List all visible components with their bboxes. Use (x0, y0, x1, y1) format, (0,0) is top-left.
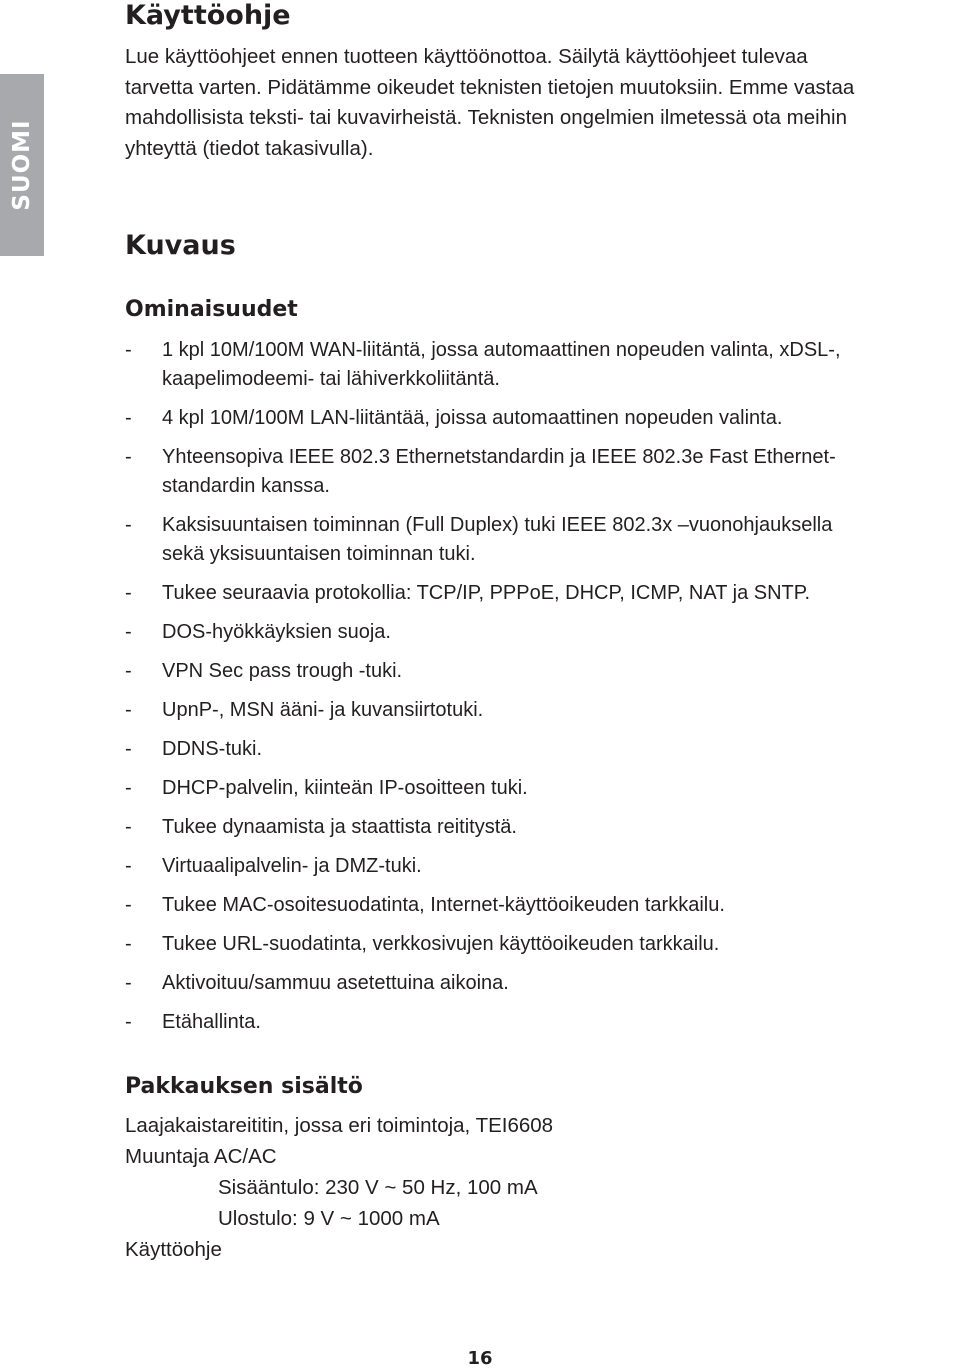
feature-item (125, 657, 960, 686)
page-title: Käyttöohje (125, 0, 291, 31)
feature-text-line: Virtuaalipalvelin- ja DMZ-tuki. (162, 855, 422, 877)
feature-text-line: Kaksisuuntaisen toiminnan (Full Duplex) tuki IEEE 802.3x –vuonohjauksella (162, 514, 833, 536)
intro-line: tarvetta varten. Pidätämme oikeudet teknisten tietojen muutoksiin. Emme vastaa (125, 75, 855, 99)
bullet-dash: - (125, 777, 132, 799)
feature-text-line: 4 kpl 10M/100M LAN-liitäntää, joissa automaattinen nopeuden valinta. (162, 407, 783, 429)
feature-text-line: 1 kpl 10M/100M WAN-liitäntä, jossa automaattinen nopeuden valinta, xDSL-, (162, 339, 841, 361)
intro-line: mahdollisista teksti- tai kuvavirheistä. Teknisten ongelmien ilmetessä ota meihin (125, 106, 848, 129)
feature-item (125, 511, 960, 569)
bullet-dash: - (125, 894, 132, 916)
feature-text-line: DHCP-palvelin, kiinteän IP-osoitteen tuki. (162, 777, 528, 799)
bullet-dash: - (125, 816, 132, 838)
feature-text-line: sekä yksisuuntaisen toiminnan tuki. (162, 543, 476, 565)
language-tab (0, 74, 44, 256)
section-title: Kuvaus (125, 230, 236, 261)
feature-text-line: Tukee MAC-osoitesuodatinta, Internet-käyttöoikeuden tarkkailu. (162, 894, 725, 916)
feature-text-line: DOS-hyökkäyksien suoja. (162, 621, 391, 643)
feature-text-line: Yhteensopiva IEEE 802.3 Ethernetstandardin ja IEEE 802.3e Fast Ethernet- (162, 446, 836, 468)
intro-paragraph (125, 42, 955, 164)
bullet-dash: - (125, 407, 132, 429)
feature-item (125, 930, 960, 959)
feature-text-line: Aktivoituu/sammuu asetettuina aikoina. (162, 972, 509, 994)
feature-text-line: DDNS-tuki. (162, 738, 263, 760)
page-number: 16 (467, 1348, 493, 1369)
feature-text-line: Tukee URL-suodatinta, verkkosivujen käyttöoikeuden tarkkailu. (162, 933, 720, 955)
bullet-dash: - (125, 514, 132, 536)
feature-item (125, 774, 960, 803)
language-tab-label: SUOMI (9, 119, 35, 211)
feature-text-line: kaapelimodeemi- tai lähiverkkoliitäntä. (162, 368, 500, 390)
feature-item (125, 618, 960, 647)
bullet-dash: - (125, 1011, 132, 1033)
bullet-dash: - (125, 738, 132, 760)
package-contents (125, 1110, 553, 1265)
bullet-dash: - (125, 660, 132, 682)
bullet-dash: - (125, 582, 132, 604)
intro-line: yhteyttä (tiedot takasivulla). (125, 136, 374, 160)
package-item: Sisääntulo: 230 V ~ 50 Hz, 100 mA (218, 1176, 538, 1199)
feature-text-line: UpnP-, MSN ääni- ja kuvansiirtotuki. (162, 699, 484, 721)
features-heading: Ominaisuudet (125, 297, 298, 322)
bullet-dash: - (125, 972, 132, 994)
features-list (125, 336, 960, 1047)
feature-text-line: Tukee seuraavia protokollia: TCP/IP, PPPoE, DHCP, ICMP, NAT ja SNTP. (162, 582, 811, 604)
feature-text-line: standardin kanssa. (162, 475, 330, 497)
feature-text-line: Tukee dynaamista ja staattista reititystä. (162, 816, 517, 838)
bullet-dash: - (125, 339, 132, 361)
bullet-dash: - (125, 621, 132, 643)
bullet-dash: - (125, 699, 132, 721)
feature-item (125, 579, 960, 608)
feature-text-line: Etähallinta. (162, 1011, 261, 1033)
feature-item (125, 969, 960, 998)
bullet-dash: - (125, 933, 132, 955)
feature-item (125, 696, 960, 725)
feature-item (125, 1008, 960, 1037)
feature-item (125, 443, 960, 501)
feature-item (125, 891, 960, 920)
package-item: Ulostulo: 9 V ~ 1000 mA (218, 1207, 440, 1230)
package-item: Muuntaja AC/AC (125, 1145, 277, 1168)
package-item: Käyttöohje (125, 1238, 222, 1261)
intro-line: Lue käyttöohjeet ennen tuotteen käyttöönottoa. Säilytä käyttöohjeet tulevaa (125, 45, 808, 68)
bullet-dash: - (125, 855, 132, 877)
feature-item (125, 735, 960, 764)
feature-item (125, 852, 960, 881)
feature-item (125, 813, 960, 842)
package-heading: Pakkauksen sisältö (125, 1074, 363, 1099)
feature-item (125, 336, 960, 394)
feature-text-line: VPN Sec pass trough -tuki. (162, 660, 403, 682)
bullet-dash: - (125, 446, 132, 468)
package-item: Laajakaistareititin, jossa eri toimintoja, TEI6608 (125, 1114, 554, 1137)
feature-item (125, 404, 960, 433)
